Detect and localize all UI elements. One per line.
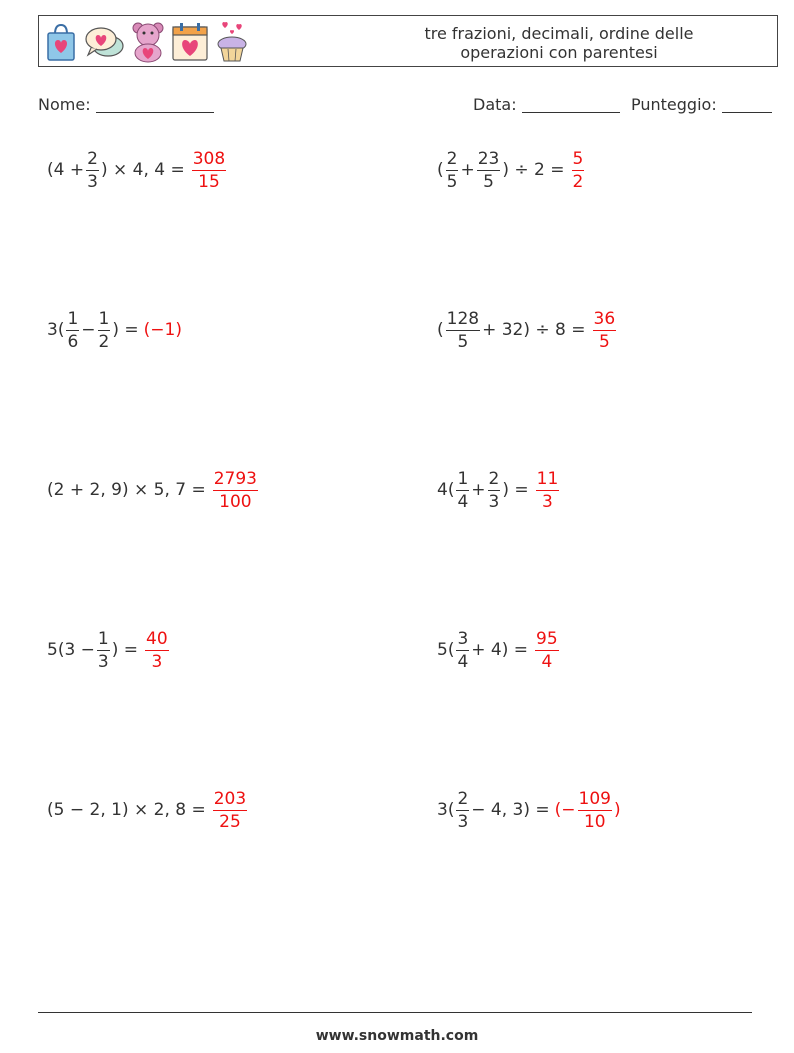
teddy-bear-heart-icon [131, 21, 165, 63]
title-line-2: operazioni con parentesi [460, 43, 658, 62]
worksheet-title [379, 24, 739, 62]
problem-2 [437, 145, 586, 195]
problem-text: ( [437, 320, 444, 340]
speech-bubbles-heart-icon [83, 24, 125, 60]
answer [555, 789, 621, 832]
answer-fraction [145, 629, 169, 672]
denominator: 3 [97, 651, 109, 672]
fraction [98, 309, 111, 352]
answer-fraction [536, 469, 560, 512]
problem-text: 5( [437, 640, 455, 660]
problem-text: − 4, 3) = [471, 800, 550, 820]
problem-text: ) × 4, 4 = [100, 160, 185, 180]
denominator: 100 [219, 491, 252, 512]
denominator: 25 [219, 811, 241, 832]
problem-text: + [460, 160, 475, 180]
numerator: 128 [446, 308, 480, 329]
problem-3 [47, 305, 182, 355]
numerator: 2 [488, 468, 500, 489]
answer-fraction [593, 309, 617, 352]
answer-fraction [213, 469, 258, 512]
numerator: 40 [146, 628, 168, 649]
numerator: 3 [457, 628, 469, 649]
problem-text: 5(3 − [47, 640, 95, 660]
date-field [473, 95, 620, 114]
answer-open: (− [554, 800, 576, 820]
score-blank[interactable] [722, 96, 772, 113]
denominator: 5 [446, 171, 458, 192]
fraction [86, 149, 99, 192]
problem-text: 3( [437, 800, 455, 820]
problem-8 [437, 625, 561, 675]
denominator: 3 [488, 491, 500, 512]
denominator: 5 [457, 331, 469, 352]
calendar-heart-icon [171, 22, 209, 62]
numerator: 1 [97, 628, 109, 649]
numerator: 2 [87, 148, 98, 169]
problem-1 [47, 145, 228, 195]
answer-close: ) [614, 800, 621, 820]
problem-text: + 4) = [471, 640, 529, 660]
problem-text: ) = [502, 480, 529, 500]
denominator: 3 [151, 651, 163, 672]
denominator: 4 [541, 651, 553, 672]
problem-text: 4( [437, 480, 455, 500]
numerator: 23 [477, 148, 500, 169]
numerator: 2 [457, 788, 469, 809]
denominator: 4 [457, 491, 469, 512]
shopping-bag-heart-icon [45, 22, 77, 62]
problem-5 [47, 465, 260, 515]
answer-fraction [572, 149, 585, 192]
score-field [631, 95, 772, 114]
title-line-1: tre frazioni, decimali, ordine delle [424, 24, 694, 43]
denominator: 15 [198, 171, 220, 192]
problem-9 [47, 785, 249, 835]
problem-text: − [81, 320, 96, 340]
fraction [477, 149, 501, 192]
problem-text: ) ÷ 2 = [502, 160, 565, 180]
name-field [38, 95, 214, 114]
problem-text: ( [437, 160, 444, 180]
denominator: 3 [457, 811, 469, 832]
numerator: 2 [446, 148, 458, 169]
denominator: 10 [583, 811, 606, 832]
numerator: 203 [213, 788, 247, 809]
problem-10 [437, 785, 621, 835]
name-blank[interactable] [96, 96, 214, 113]
numerator: 5 [572, 148, 584, 169]
numerator: 1 [98, 308, 110, 329]
problem-4 [437, 305, 618, 355]
worksheet-header [38, 15, 778, 67]
denominator: 2 [98, 331, 110, 352]
name-label: Nome: [38, 95, 91, 114]
numerator: 11 [536, 468, 559, 489]
fraction [456, 629, 469, 672]
problem-text: (2 + 2, 9) × 5, 7 = [47, 480, 206, 500]
problem-text: 3( [47, 320, 65, 340]
fraction [446, 309, 480, 352]
answer-fraction [578, 789, 612, 832]
date-blank[interactable] [522, 96, 620, 113]
denominator: 3 [542, 491, 553, 512]
numerator: 308 [192, 148, 226, 169]
score-label: Punteggio: [631, 95, 717, 114]
icon-strip [45, 20, 249, 64]
cupcake-hearts-icon [215, 22, 249, 62]
problem-7 [47, 625, 171, 675]
problem-text: ) = [112, 320, 139, 340]
fraction [456, 789, 469, 832]
numerator: 1 [457, 468, 469, 489]
answer-fraction [213, 789, 247, 832]
answer-fraction [192, 149, 226, 192]
answer-fraction [535, 629, 559, 672]
problem-text: (5 − 2, 1) × 2, 8 = [47, 800, 206, 820]
fraction [97, 629, 110, 672]
problem-text: + [471, 480, 486, 500]
denominator: 6 [67, 331, 79, 352]
problem-text: + 32) ÷ 8 = [482, 320, 586, 340]
fraction [66, 309, 79, 352]
denominator: 5 [598, 331, 610, 352]
numerator: 1 [67, 308, 79, 329]
problem-text: (4 + [47, 160, 85, 180]
numerator: 36 [593, 308, 616, 329]
numerator: 2793 [213, 468, 257, 489]
fraction [446, 149, 459, 192]
fraction [456, 469, 469, 512]
denominator: 3 [87, 171, 98, 192]
numerator: 109 [578, 788, 611, 809]
problem-text: ) = [111, 640, 139, 660]
numerator: 95 [536, 628, 558, 649]
footer-divider [38, 1012, 752, 1013]
answer: (−1) [143, 320, 182, 340]
problem-6 [437, 465, 561, 515]
date-label: Data: [473, 95, 517, 114]
denominator: 4 [457, 651, 469, 672]
footer-site[interactable]: www.snowmath.com [315, 1028, 479, 1044]
denominator: 5 [483, 171, 494, 192]
fraction [488, 469, 501, 512]
denominator: 2 [572, 171, 584, 192]
